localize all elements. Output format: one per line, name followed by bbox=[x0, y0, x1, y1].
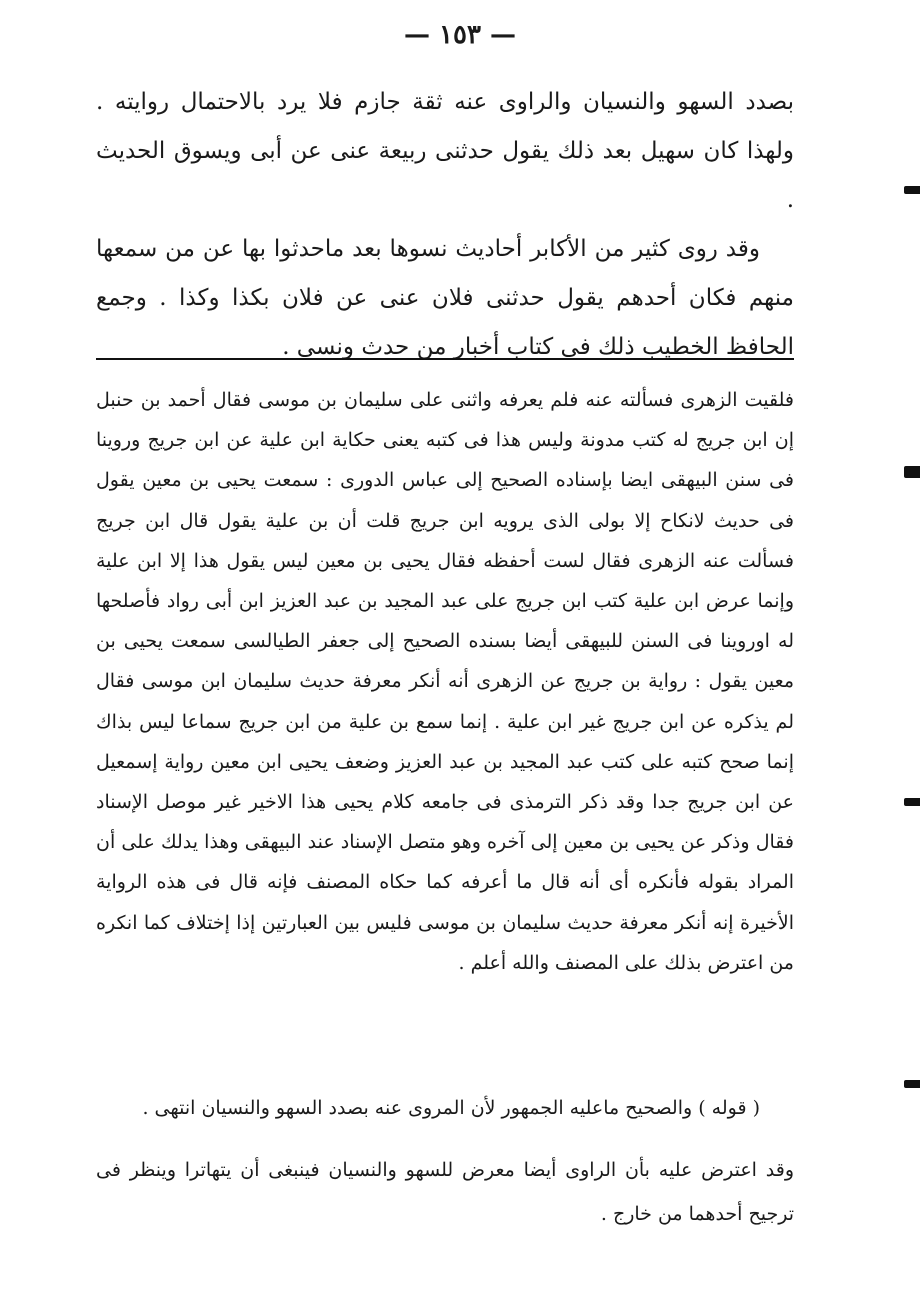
margin-mark bbox=[904, 798, 920, 806]
margin-mark bbox=[904, 186, 920, 194]
footnote-text: فلقيت الزهرى فسألته عنه فلم يعرفه واثنى على سليمان بن موسى فقال أحمد بن حنبل إن ابن جريج له كتب مدونة وليس هذا فى كتبه يعنى حكاية ابن علية عن ابن جريج وروينا فى سنن البيهقى ايضا بإسناده الصحيح إلى عباس الدورى : سمعت يحيى بن معين يقول فى حديث لانكاح إلا بولى الذى يرويه ابن جريج قلت أن بن علية يقول قال ابن جريج فسألت عنه الزهرى فقال لست أحفظه فقال يحيى بن معين ليس يقول هذا إلا ابن علية وإنما عرض ابن علية كتب ابن جريج على عبد المجيد بن عبد العزيز ابن أبى رواد فأصلحها له اوروينا فى السنن للبيهقى أيضا بسنده الصحيح إلى جعفر الطيالسى سمعت يحيى بن معين يقول : رواية بن جريج عن الزهرى أنه أنكر معرفة حديث سليمان ابن موسى فقال لم يذكره عن ابن جريج غير ابن علية . إنما سمع بن علية من ابن جريج سماعا ليس بذاك إنما صحح كتبه على كتب عبد المجيد بن عبد العزيز وضعف يحيى ابن معين رواية إسمعيل عن ابن جريج جدا وقد ذكر الترمذى فى جامعه كلام يحيى هذا الاخير غير موصل الإسناد فقال وذكر عن يحيى بن معين إلى آخره وهو متصل الإسناد عند البيهقى وهذا يدلك على أن المراد بقوله فأنكره أى أنه قال ما أعرفه كما حكاه المصنف فإنه قال فى هذه الرواية الأخيرة إنه أنكر معرفة حديث سليمان بن موسى فليس بين العبارتين إذا إختلاف كما انكره من اعترض بذلك على المصنف والله أعلم . bbox=[96, 389, 794, 974]
margin-mark bbox=[904, 1080, 920, 1088]
commentary-objection: وقد اعترض عليه بأن الراوى أيضا معرض للسهو والنسيان فينبغى أن يتهاترا وينظر فى ترجيح أحدهما من خارج . bbox=[96, 1159, 794, 1225]
page-number: — ١٥٣ — bbox=[403, 20, 517, 50]
commentary bbox=[96, 1088, 794, 1236]
footnote-divider bbox=[96, 358, 794, 360]
commentary-quote: ( قوله ) والصحيح ماعليه الجمهور لأن المروى عنه بصدد السهو والنسيان انتهى . bbox=[142, 1097, 760, 1119]
main-paragraph-2: وقد روى كثير من الأكابر أحاديث نسوها بعد ماحدثوا بها عن من سمعها منهم فكان أحدهم يقول حدثنى فلان عنى عن فلان بكذا وكذا . وجمع الحافظ الخطيب ذلك فى كتاب أخبار من حدث ونسى . bbox=[96, 236, 794, 360]
main-text bbox=[96, 78, 794, 372]
margin-mark bbox=[904, 466, 920, 478]
main-paragraph-1: بصدد السهو والنسيان والراوى عنه ثقة جازم فلا يرد بالاحتمال روايته . ولهذا كان سهيل بعد ذلك يقول حدثنى ربيعة عنى عن أبى ويسوق الحديث . bbox=[96, 89, 794, 213]
